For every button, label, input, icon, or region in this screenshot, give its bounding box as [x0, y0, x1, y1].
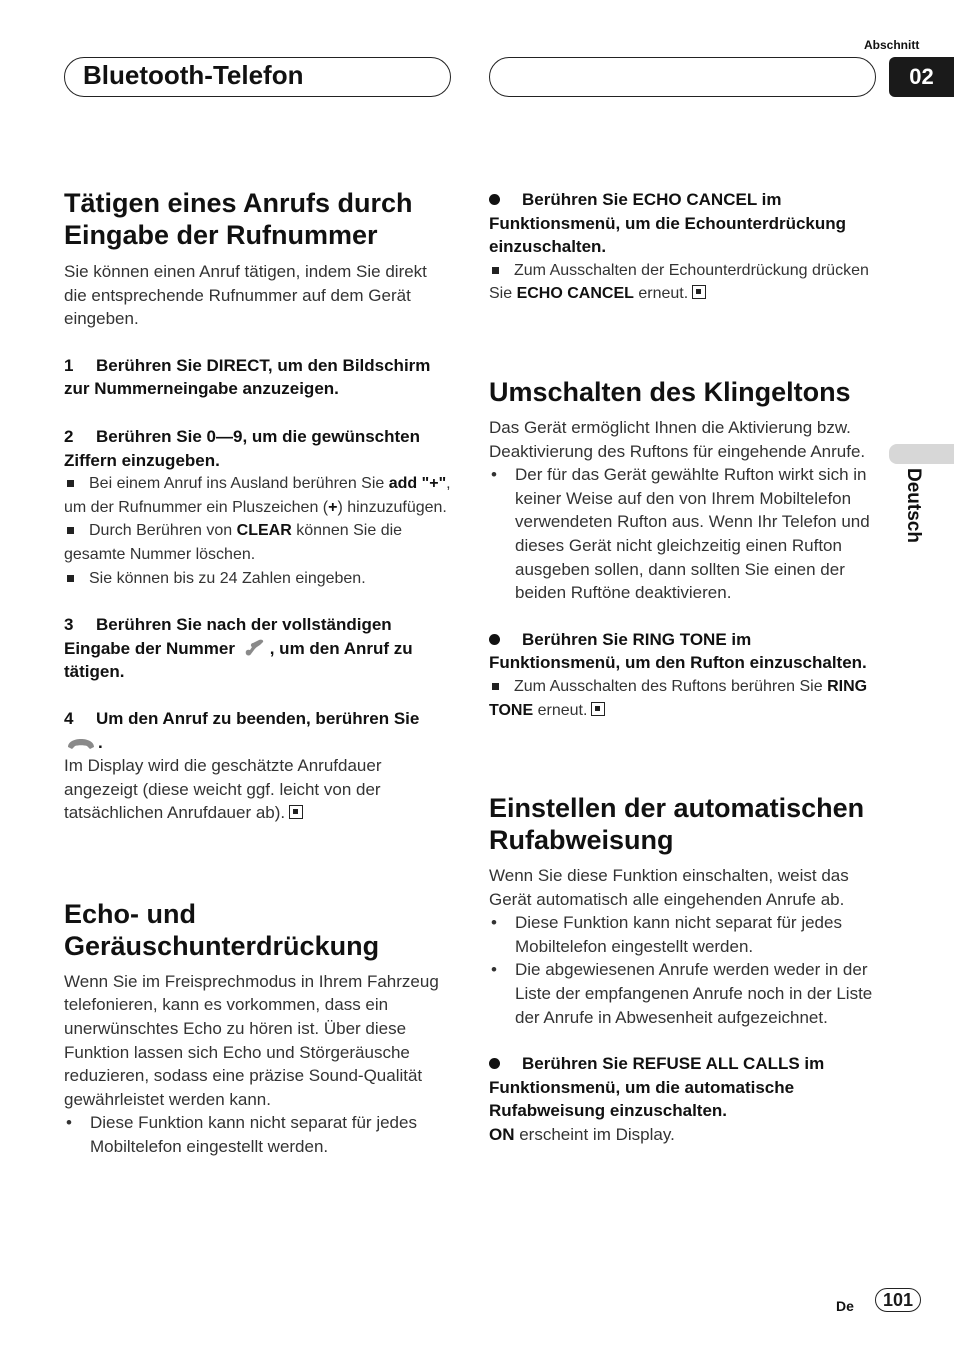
bullet-auto-refuse-2: • Die abgewiesenen Anrufe werden weder in der Liste der empfangenen Anrufe noch in der Liste der Anrufe in Abwesenheit aufgezeichnet. — [489, 958, 877, 1029]
heading-auto-refuse: Einstellen der automatischen Rufabweisung — [489, 793, 865, 856]
step-3-text-b: , um den Anruf zu tätigen. — [64, 638, 413, 682]
intro-direct-dial: Sie können einen Anruf tätigen, indem Sie direkt die entsprechende Rufnummer auf dem Gerät eingeben. — [64, 262, 427, 329]
call-duration-text — [64, 754, 452, 825]
step-1 — [64, 354, 452, 401]
right-column — [489, 188, 877, 1147]
note-echo-off-a: Zum Ausschalten der Echounterdrückung drücken Sie — [489, 261, 869, 303]
step-4-number: 4 — [64, 708, 74, 728]
note-max-digits: Sie können bis zu 24 Zahlen eingeben. — [64, 567, 452, 591]
on-display-text — [489, 1123, 877, 1147]
note-international-c: , um der Rufnummer ein Pluszeichen ( — [64, 475, 451, 516]
note-ring-off-b: RING TONE — [489, 677, 868, 719]
note-echo-off-b: ECHO CANCEL — [516, 285, 634, 303]
on-display-on: ON — [489, 1125, 515, 1145]
note-clear — [64, 519, 452, 566]
step-1-number: 1 — [64, 355, 74, 375]
note-international-a: Bei einem Anruf ins Ausland berühren Sie — [89, 475, 385, 493]
phone-dial-icon — [242, 637, 268, 657]
heading-echo: Echo- und Geräuschunterdrückung — [64, 898, 380, 961]
abschnitt-label: Abschnitt — [864, 38, 920, 52]
call-duration-body: Im Display wird die geschätzte Anrufdauer angezeigt (diese weicht ggf. leicht von der tatsächlichen Anrufdauer ab). — [64, 756, 382, 823]
language-side-tab — [889, 444, 954, 464]
end-mark-icon — [289, 805, 303, 819]
intro-ringtone: Das Gerät ermöglicht Ihnen die Aktivierung bzw. Deaktivierung des Ruftons für eingehende Anrufe. — [489, 417, 866, 461]
step-3-number: 3 — [64, 615, 74, 635]
note-international-e: ) hinzuzufügen. — [337, 498, 447, 516]
intro-auto-refuse: Wenn Sie diese Funktion einschalten, weist das Gerät automatisch alle eingehenden Anrufe ab. — [489, 866, 849, 909]
section-title: Bluetooth-Telefon — [83, 60, 304, 90]
step-ring-tone: Berühren Sie RING TONE im Funktionsmenü, um den Rufton einzuschalten. — [489, 628, 877, 675]
note-international-add: add "+" — [388, 475, 447, 493]
note-international-plus: + — [328, 498, 338, 516]
note-clear-b: CLEAR — [236, 522, 292, 540]
note-echo-off — [489, 259, 877, 306]
bullet-ringtone: • Der für das Gerät gewählte Rufton wirkt sich in keiner Weise auf den von Ihrem Mobiltelefon verwendeten Rufton aus. Wenn Ihr Telefon und dieses Gerät nicht gleichzeitig einen Rufton ausgeben sollen, dann sollten Sie einen der beiden Ruftöne deaktivieren. — [489, 463, 877, 605]
page-number: 101 — [875, 1288, 921, 1312]
step-2-number: 2 — [64, 426, 74, 446]
phone-hangup-icon — [66, 737, 96, 751]
step-4 — [64, 707, 452, 754]
chapter-number: 02 — [889, 57, 954, 97]
step-2-text: Berühren Sie 0—9, um die gewünschten Ziffern einzugeben. — [64, 426, 421, 470]
note-ring-off-c: erneut. — [533, 701, 588, 719]
footer-language: De — [836, 1298, 854, 1314]
on-display-rest: erscheint im Display. — [514, 1125, 675, 1145]
step-echo-cancel: Berühren Sie ECHO CANCEL im Funktionsmenü, um die Echounterdrückung einzuschalten. — [489, 188, 877, 259]
note-international — [64, 472, 452, 519]
language-side-label: Deutsch — [903, 468, 924, 543]
note-clear-c: können Sie die gesamte Nummer löschen. — [64, 522, 403, 563]
note-clear-a: Durch Berühren von — [89, 522, 237, 540]
intro-echo: Wenn Sie im Freisprechmodus in Ihrem Fahrzeug telefonieren, kann es vorkommen, dass ein unerwünschtes Echo zu hören ist. Über diese Funktion lassen sich Echo und Störgeräusche reduzieren, sodass eine präzise Sound-Qualität gewährleistet werden kann. — [64, 971, 439, 1109]
end-mark-icon — [692, 285, 706, 299]
step-refuse-all: Berühren Sie REFUSE ALL CALLS im Funktionsmenü, um die automatische Rufabweisung einzuschalten. — [489, 1052, 877, 1123]
step-1-text: Berühren Sie DIRECT, um den Bildschirm zur Nummerneingabe anzuzeigen. — [64, 355, 431, 399]
note-ring-off — [489, 675, 877, 722]
bullet-echo: • Diese Funktion kann nicht separat für jedes Mobiltelefon eingestellt werden. — [64, 1111, 452, 1158]
note-echo-off-c: erneut. — [633, 285, 689, 303]
left-column — [64, 187, 452, 1159]
end-mark-icon — [591, 702, 605, 716]
note-ring-off-a: Zum Ausschalten des Ruftons berühren Sie — [514, 677, 828, 695]
step-3-text-a: Berühren Sie nach der vollständigen Eingabe der Nummer — [64, 615, 392, 658]
heading-ringtone: Umschalten des Klingeltons — [489, 376, 851, 407]
header-blank-pill — [489, 57, 876, 97]
step-4-text-a: Um den Anruf zu beenden, berühren Sie — [96, 708, 420, 728]
bullet-auto-refuse-1: • Diese Funktion kann nicht separat für jedes Mobiltelefon eingestellt werden. — [489, 911, 877, 958]
step-3 — [64, 613, 452, 684]
step-4-text-b: . — [98, 732, 103, 752]
step-2 — [64, 425, 452, 472]
heading-direct-dial: Tätigen eines Anrufs durch Eingabe der Rufnummer — [64, 188, 413, 250]
